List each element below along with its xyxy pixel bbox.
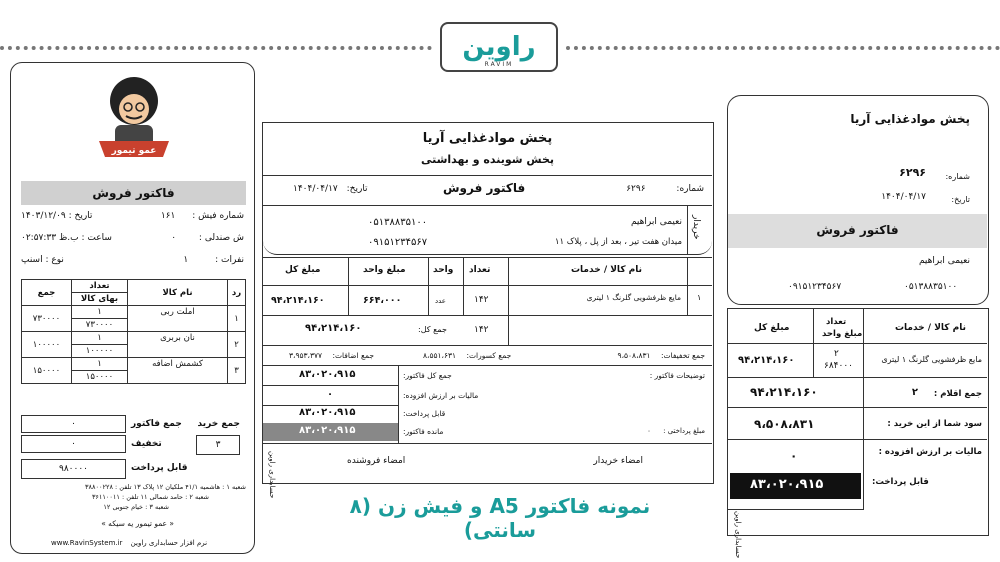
badge-text: عمو تیمور (111, 146, 157, 156)
divider-dots-right (566, 46, 1000, 50)
branch-2: شعبه ۲ : حامد شمالی ۱۱ تلفن : ۳۶۱۱۰۰۱۱ (91, 493, 209, 501)
branch-3: شعبه ۳ : خیام جنوبی ۱۲ (103, 503, 169, 511)
a5-sum-qty: ۱۴۲ (474, 325, 489, 335)
a5-watermark: حسابداری راوین (268, 451, 276, 499)
receipt-items-table: رد نام کالا تعداد جمع بهای کالا ۱ املت ربی ۱ ۷۳۰۰۰۰ ۷۳۰۰۰۰ ۲ نان بربری ۱ ۱۰۰۰۰۰ ۱۰۰۰۰۰ ۳ کشمش اضافه ۱ ۱۵۰۰۰۰ ۱۵۰۰۰۰ (21, 279, 246, 384)
payable-value: ۹۸۰۰۰۰ (21, 459, 126, 479)
c8-col-unit-price: مبلغ واحد (822, 329, 863, 339)
a5-number: ۶۲۹۶ (626, 184, 646, 194)
a5-header (263, 123, 712, 255)
a5-col-name: نام کالا / خدمات (571, 265, 643, 275)
a5-col-unit-price: مبلغ واحد (363, 265, 406, 275)
a5-notes-label: توضیحات فاکتور : (649, 371, 705, 380)
logo-brand: راوین (462, 32, 536, 62)
discount-label: تخفیف (131, 439, 162, 449)
thermal-receipt-bottom: نام کالا / خدمات تعداد مبلغ واحد مبلغ کل مایع ظرفشویی گلرنگ ۱ لیتری ۲ ۶۸۴۰۰۰ ۹۴،۲۱۴،۱۶۰ جمع اقلام : ۲ ۹۴،۲۱۴،۱۶۰ سود شما از این خرید : ۹،۵۰۸،۸۳۱ مالیات بر ارزش افزوده : ۰ قابل پرداخت: ۸۳،۰۲۰،۹۱۵ حسابداری راوین (727, 308, 989, 536)
col-qty: تعداد (72, 280, 128, 293)
footer-software: نرم افزار حسابداری راوین (130, 539, 208, 547)
col-row: رد (228, 280, 246, 306)
a5-invoice: پخش موادغذایی آریا پخش شوینده و بهداشتی شماره: ۶۲۹۶ فاکتور فروش تاریخ: ۱۴۰۴/۰۴/۱۷ خریدار نعیمی ابراهیم میدان هفت تیر ، بعد از پل ، پلاک ۱۱ ۰۵۱۳۸۸۳۵۱۰۰ ۰۹۱۵۱۲۳۴۵۶۷ نام کالا / خدمات تعداد واحد مبلغ واحد مبلغ کل ۱ مایع ظرفشویی گلرنگ ۱ لیتری ۱۴۲ عدد ۶۶۴،۰۰۰ ۹۴،۲۱۴،۱۶۰ ۱۴۲ جمع کل: ۹۴،۲۱۴،۱۶۰ جمع تخفیفات: ۹،۵۰۸،۸۳۱ جمع کسورات: ۸،۵۵۱،۶۳۱ جمع اضافات: ۳،۹۵۳،۳۷۷ توضیحات فاکتور : مبلغ پرداختی : ۰ جمع کل فاکتور: ۸۳،۰۲۰،۹۱۵ مالیات بر ارزش افزوده: ۰ قابل پرداخت: ۸۳،۰۲۰،۹۱۵ ۸۳،۰۲۰،۹۱۵ مانده فاکتور: حسابداری راوین امضاء فروشنده امضاء خریدار (262, 122, 714, 484)
receipt-date (21, 211, 92, 221)
receipt-no-value: ۱۶۱ (160, 211, 176, 221)
c8-col-qty: تعداد (826, 317, 847, 327)
a5-phone-2: ۰۹۱۵۱۲۳۴۵۶۷ (368, 237, 428, 248)
a5-remain-box: ۸۳،۰۲۰،۹۱۵ (263, 423, 398, 441)
a5-number-label: شماره: (676, 184, 704, 194)
c8-phone-1: ۰۵۱۳۸۸۳۵۱۰۰ (904, 282, 958, 292)
a5-sum-total: ۹۴،۲۱۴،۱۶۰ (305, 323, 362, 334)
c8-watermark: حسابداری راوین (734, 511, 742, 559)
time-label: ساعت : ب.ظ (58, 233, 112, 243)
footer-website[interactable]: www.RavinSystem.ir (51, 539, 123, 547)
a5-col-total: مبلغ کل (285, 265, 321, 275)
a5-buyer-name: نعیمی ابراهیم (630, 217, 682, 227)
c8-col-total: مبلغ کل (754, 323, 790, 333)
c8-phone-2: ۰۹۱۵۱۲۳۴۵۶۷ (788, 282, 842, 292)
receipt-title: فاکتور فروش (21, 181, 246, 205)
table-row: ۱ املت ربی ۱ ۷۳۰۰۰۰ (22, 306, 246, 319)
c8-customer: نعیمی ابراهیم (918, 256, 970, 266)
receipt-no-label: شماره فیش : (192, 211, 244, 221)
table-header-row (22, 280, 246, 293)
logo-sub: RAVIM (484, 61, 514, 68)
persons-value: ۱ (183, 255, 189, 265)
receipt-date-value: ۱۴۰۳/۱۲/۰۹ (21, 211, 66, 221)
a5-phone-1: ۰۵۱۳۸۸۳۵۱۰۰ (368, 217, 428, 228)
a5-buyer-sign: امضاء خریدار (593, 456, 643, 466)
a5-title: فاکتور فروش (443, 181, 526, 195)
a5-buyer-label: خریدار (691, 215, 701, 240)
chair-value: ۰ (171, 233, 177, 243)
col-name: نام کالا (128, 280, 228, 306)
table-row: ۳ کشمش اضافه ۱ ۱۵۰۰۰۰ (22, 358, 246, 371)
c8-company: پخش موادغذایی آریا (850, 112, 970, 126)
persons-label: نفرات : (215, 255, 244, 265)
a5-date-label: تاریخ: (346, 184, 368, 194)
type-value: اسنپ (21, 255, 43, 265)
a5-sum-label: جمع کل: (418, 325, 447, 334)
table-row: ۲ نان بربری ۱ ۱۰۰۰۰۰ (22, 332, 246, 345)
purchase-total-value: ۳ (196, 435, 240, 455)
receipt-date-label: تاریخ : (68, 211, 93, 221)
slogan: « عمو تیمور یه سیکه » (101, 519, 174, 528)
time-value: ۰۲:۵۷:۳۳ (21, 233, 57, 243)
invoice-total-value: ۰ (21, 415, 126, 433)
c8-col-name: نام کالا / خدمات (894, 323, 966, 333)
payable-label: قابل پرداخت (131, 463, 188, 473)
invoice-total-label: جمع فاکتور (131, 419, 182, 429)
purchase-total-label: جمع خرید (197, 419, 240, 429)
divider-dots-left (0, 46, 432, 50)
a5-col-unit: واحد (433, 265, 454, 275)
chair-label: ش صندلی : (198, 233, 244, 243)
type-label: نوع : (45, 255, 64, 265)
discount-value: ۰ (21, 435, 126, 453)
a5-buyer-address: میدان هفت تیر ، بعد از پل ، پلاک ۱۱ (554, 237, 682, 247)
col-total: جمع (22, 280, 72, 306)
receipt-no (161, 211, 244, 221)
a5-subtitle: پخش شوینده و بهداشتی (420, 153, 555, 166)
a5-company: پخش موادغذایی آریا (422, 131, 553, 146)
c8-payable-box: ۸۳،۰۲۰،۹۱۵ (730, 473, 861, 499)
caption: نمونه فاکتور A5 و فیش زن (۸ سانتی) (349, 494, 651, 542)
thermal-receipt-top: پخش موادغذایی آریا شماره: ۶۲۹۶ تاریخ: ۱۴۰۴/۰۴/۱۷ فاکتور فروش نعیمی ابراهیم ۰۵۱۳۸۸۳۵۱۰۰ ۰۹۱۵۱۲۳۴۵۶۷ (727, 95, 989, 305)
mascot-icon (93, 69, 175, 169)
c8-title-band: فاکتور فروش (728, 214, 987, 248)
a5-date: ۱۴۰۴/۰۴/۱۷ (293, 184, 338, 194)
ravin-logo (440, 22, 558, 72)
restaurant-receipt (10, 62, 255, 554)
a5-seller-sign: امضاء فروشنده (347, 456, 406, 466)
col-price: بهای کالا (72, 293, 128, 306)
branch-1: شعبه ۱ : هاشمیه ۴۱/۱ ملکیان ۱۲ پلاک ۱۳ تلفن : ۳۸۸۰۰۲۲۸ (85, 483, 246, 491)
a5-col-qty: تعداد (469, 265, 491, 275)
